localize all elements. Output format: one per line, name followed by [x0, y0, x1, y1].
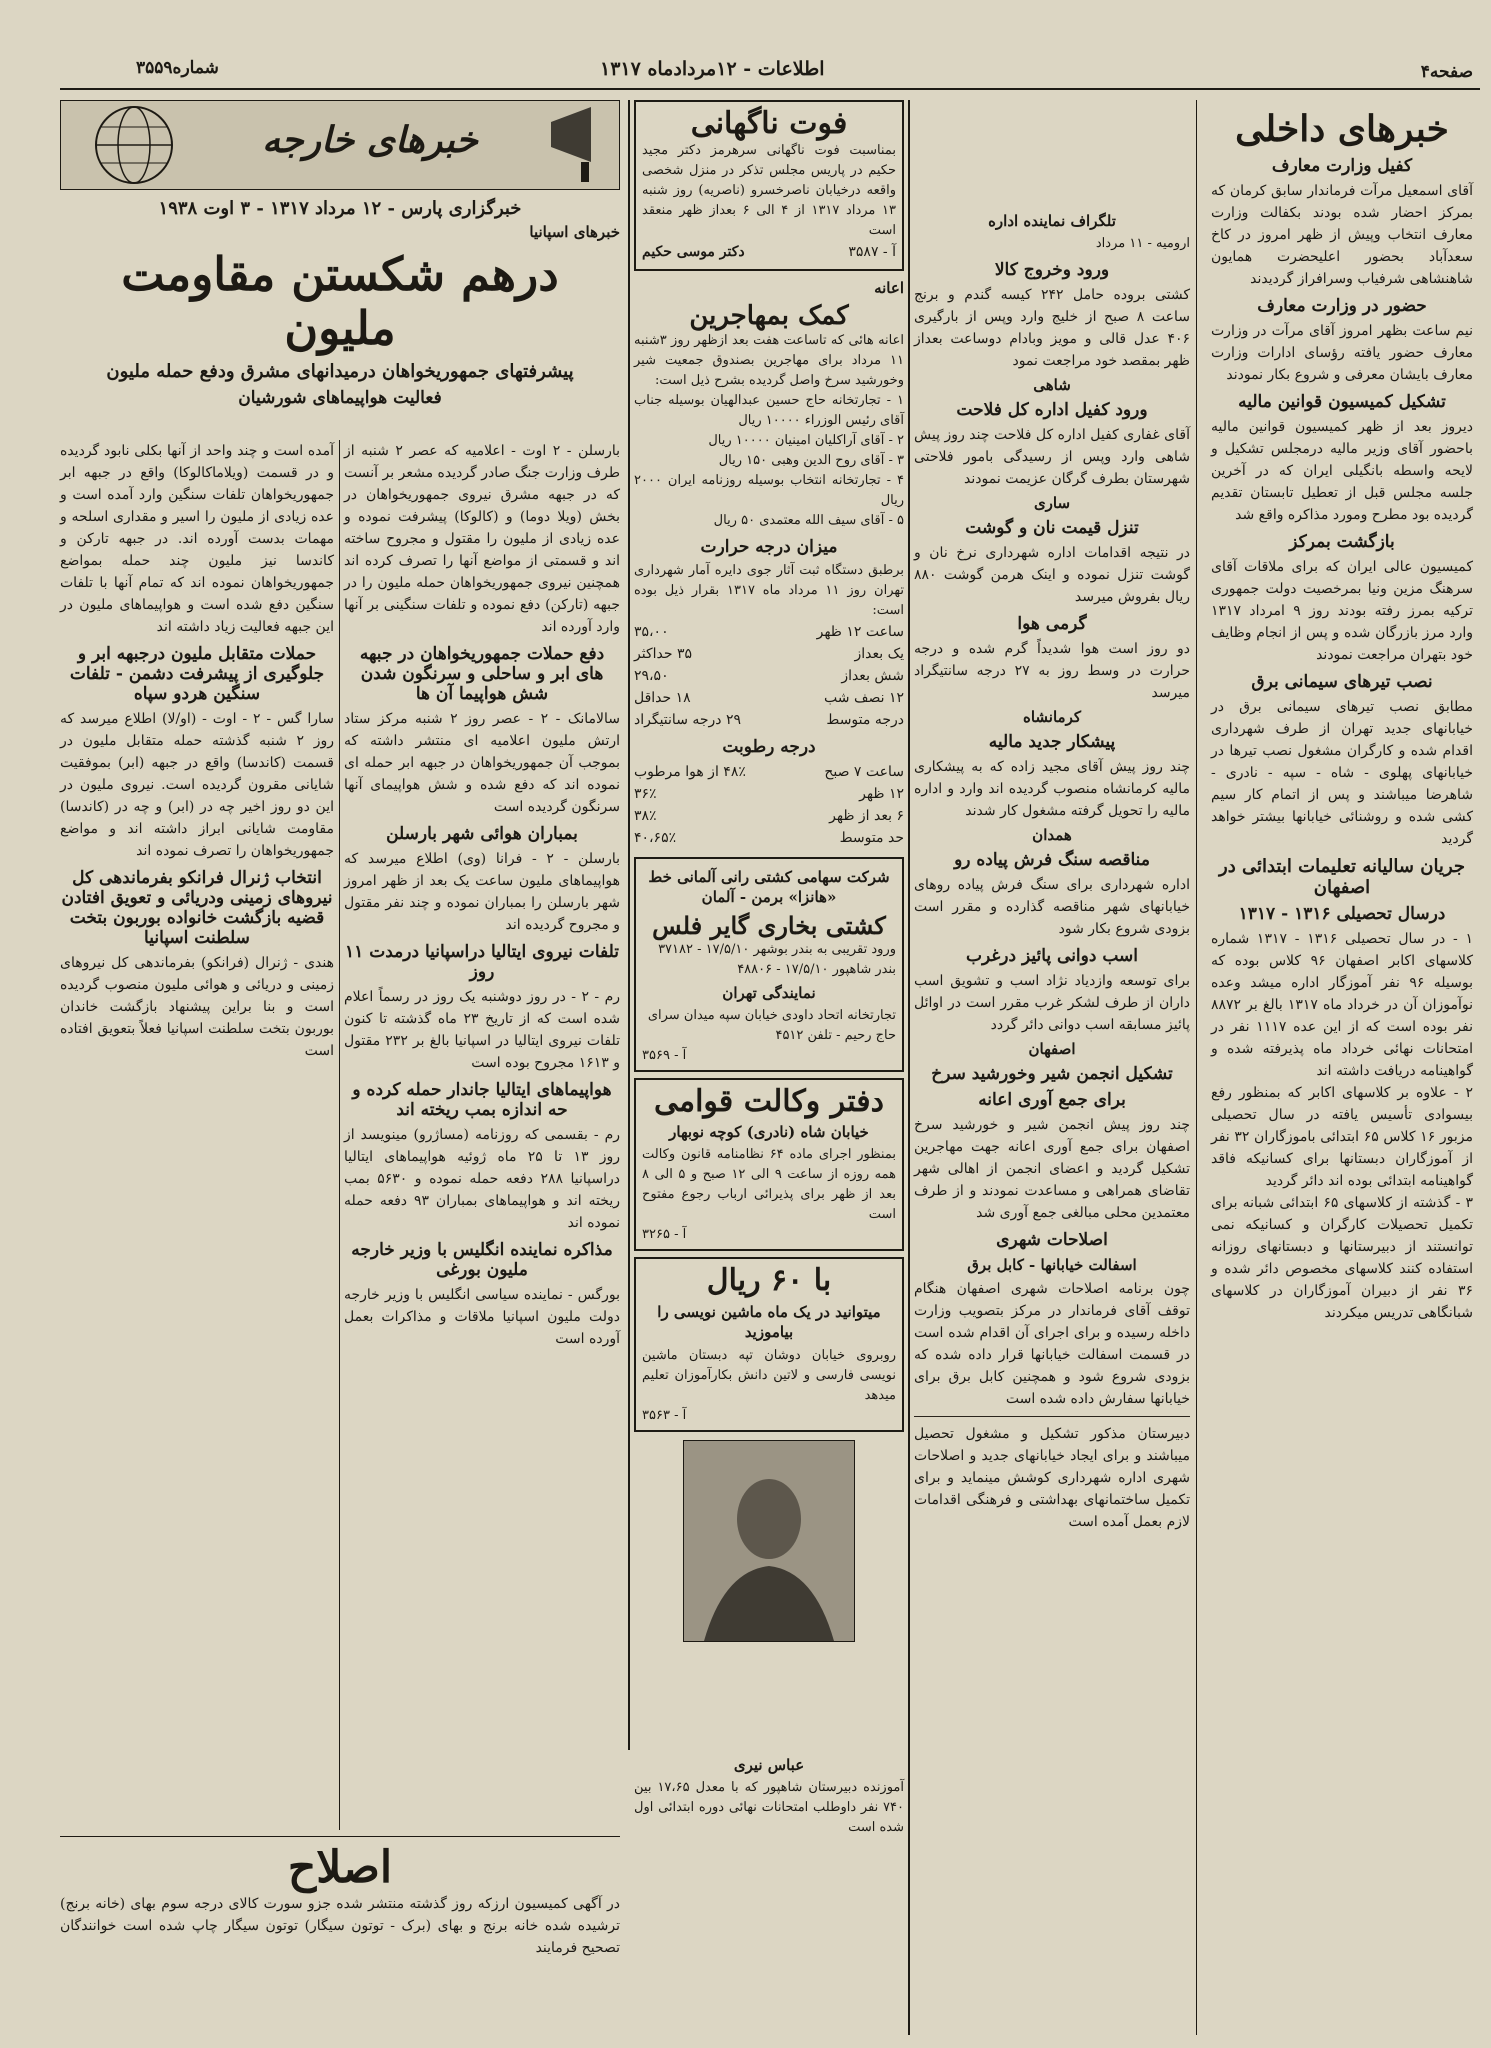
foreign-h7: هواپیماهای ایتالیا جاندار حمله کرده و حه اندازه بمب ریخته اند	[352, 1080, 612, 1120]
ship-agent-title: نمایندگی تهران	[722, 984, 816, 1002]
foreign-col-a: بارسلن - ۲ اوت - اعلامیه که عصر ۲ شنبه از طرف وزارت جنگ صادر گردیده مشعر بر آنست که در جبهه مشرق نیروی جمهوریخواهان در بخش (ویلا دوما) و (کالوکا) پیشرفت نموده و عده زیادی از ملیون را مقتول و مجروح ساخته اند و قسمتی از مواضع آنها را تصرف کرده اند همچنین نیروی جمهوریخواهان حمله ملیون را در جبهه (تارکن) دفع نموده و تلفات سنگینی بر آنها وارد آورده اند	[339, 443, 620, 635]
telegraph-s9-text: چون برنامه اصلاحات شهری اصفهان هنگام توقف آقای فرماندار در مرکز بتصویب وزارت داخله رسیده و برای اجرای آن اقدام شده است در قسمت اسفالت خیابانها قرار داده شده که بزودی شروع شود و همچنین کابل برق برای خیابانها سفارش داده شده است	[909, 1281, 1190, 1407]
ship-title: کشتی بخاری گایر فلس	[652, 911, 886, 940]
foreign-h7-text: رم - بقسمی که روزنامه (مساژرو) مینویسد از روز ۱۳ تا ۲۵ ماه ژوئیه هواپیماهای ایتالیا دراسپانیا ۲۸۸ دفعه حمله نموده و ۵۶۳۰ بمب ریخته اند و هواپیماهای بمباران ۹۳ دفعه حمله نموده اند	[339, 1127, 621, 1231]
photo-caption: عباس نیری	[733, 1756, 805, 1774]
foreign-masthead	[60, 100, 620, 190]
telegraph-s6-text: اداره شهرداری برای سنگ فرش پیاده روهای خیابانهای شهر مناقصه گذارده و مقرر است بزودی شروع بکار شود	[909, 877, 1190, 937]
ship-arrival: ورود تقریبی به بندر بوشهر ۱۷/۵/۱۰ - ۳۷۱۸۲	[658, 942, 896, 957]
donation-intro: اعانه هائی که تاساعت هفت بعد ازظهر روز ۳شنبه ۱۱ مرداد برای مهاجرین بصندوق جمعیت شیر وخورشید سرخ واصل گردیده بشرح ذیل است:	[629, 333, 904, 388]
column-rule-2	[908, 100, 910, 2035]
humidity-value: ۳۸٪	[634, 808, 657, 824]
law-title: دفتر وکالت قوامی	[654, 1084, 884, 1119]
domestic-s6-title: جریان سالیانه تعلیمات ابتدائی در اصفهان	[1219, 856, 1465, 898]
photo-caption-area	[629, 1752, 905, 1852]
telegraph-s8-subtitle: برای جمع آوری اعانه	[978, 1090, 1126, 1110]
foreign-h3: دفع حملات جمهوریخواهان در جبهه های ابر و ساحلی و سرنگون شدن شش هواپیما آن ها	[359, 644, 605, 704]
law-subtitle: خیابان شاه (نادری) کوچه نوبهار	[669, 1123, 869, 1141]
temperature-label: یک بعداز	[854, 646, 904, 662]
telegraph-s8-title: تشکیل انجمن شیر وخورشید سرخ	[931, 1064, 1173, 1084]
telegraph-s7-text: برای توسعه وازدیاد نژاد اسب و تشویق اسب داران از طرف لشکر غرب مقرر است در اوائل پائیز مسابقه اسب دوانی دائر گردد	[909, 973, 1190, 1033]
law-text: بمنظور اجرای ماده ۶۴ نظامنامه قانون وکالت همه روزه از ساعت ۹ الی ۱۲ صبح و ۵ الی ۸ بعد از ظهر برای پذیرائی ارباب رجوع مفتوح است	[637, 1147, 896, 1222]
foreign-h4-text: بارسلن - ۲ - فرانا (وی) اطلاع میرسد که هواپیماهای ملیون ساعت یک بعد از ظهر امروز شهر بارسلن را بمباران نموده و چند نفر مقتول و مجروح گردیده اند	[339, 851, 621, 933]
foreign-h6: تلفات نیروی ایتالیا دراسپانیا درمدت ۱۱ روز	[345, 942, 619, 982]
domestic-s4-text: کمیسیون عالی ایران که برای ملاقات آقای سرهنگ مزین ونیا بمرخصیت دولت جمهوری ترکیه بمرز رفته بودند روز ۹ امرداد ۱۳۱۷ وارد مرز بازرگان شده و پس از انجام وظایف خود بتهران مراجعت نمودند	[1206, 559, 1473, 663]
humidity-row	[634, 805, 904, 827]
domestic-s5-text: مطابق نصب تیرهای سیمانی برق در خیابانهای جدید تهران از طرف شهرداری اقدام شده و کارگران مشغول نصب تیرها در خیابانهای پهلوی - شاه - سپه - نادری - شاهرضا میباشند و پس از اتمام کار سیم کشی شده و روشنائی خیابانها بیشتر خواهد گردید	[1206, 699, 1473, 847]
domestic-masthead-text: خبرهای داخلی	[1235, 108, 1449, 150]
temperature-value: ۲۹،۵۰	[634, 668, 669, 684]
foreign-h5-text: هندی - ژنرال (فرانکو) بفرماندهی کل نیروهای زمینی و دریائی و هوائی ملیون منصوب گردیده است و بنا براین پیشنهاد بازگشت خاندان بوربون بتخت سلطنت اسپانیا فعلاً بتعویق افتاده است	[55, 955, 334, 1059]
death-title: فوت ناگهانی	[690, 106, 848, 141]
donation-title: کمک بمهاجرین	[689, 301, 849, 331]
donation-item: ۵ - آقای سیف الله معتمدی ۵۰ ریال	[713, 513, 904, 528]
donation-item: ۳ - آقای روح الدین وهبی ۱۵۰ ریال	[718, 453, 904, 468]
telegraph-s4-title: گرمی هوا	[1017, 614, 1087, 634]
telegraph-s3-title: تنزل قیمت نان و گوشت	[965, 518, 1139, 538]
temperature-row	[634, 709, 904, 731]
donation-item: ۱ - تجارتخانه حاج حسین عبدالهیان بوسیله جناب آقای رئیس الوزراء ۱۰۰۰۰ ریال	[629, 393, 904, 428]
typing-ad	[634, 1257, 904, 1432]
humidity-label: حد متوسط	[839, 830, 904, 846]
temperature-row	[634, 665, 904, 687]
typing-title: با ۶۰ ریال	[706, 1263, 832, 1298]
domestic-s1-title: کفیل وزارت معارف	[1271, 156, 1413, 176]
foreign-subhead-2: فعالیت هواپیماهای شورشیان	[238, 388, 442, 408]
donation-list	[629, 391, 904, 531]
temperature-row	[634, 621, 904, 643]
temperature-value: ۳۵ حداکثر	[634, 646, 693, 662]
telegraph-s1-title: ورود وخروج کالا	[994, 260, 1110, 280]
domestic-s2-title: حضور در وزارت معارف	[1257, 296, 1427, 316]
correction-notice	[55, 1842, 620, 2032]
newspaper-title-date: اطلاعات - ۱۲مردادماه ۱۳۱۷	[600, 58, 825, 80]
temperature-title: میزان درجه حرارت	[700, 537, 838, 557]
temperature-table	[634, 621, 904, 731]
temperature-row	[634, 643, 904, 665]
gramophone-icon	[541, 102, 611, 188]
telegraph-s5-title: پیشکار جدید مالیه	[988, 732, 1116, 752]
typing-subtitle: میتوانید در یک ماه ماشین نویسی را بیاموزید	[657, 1303, 881, 1341]
humidity-row	[634, 761, 904, 783]
ship-arrival-2: بندر شاهپور ۱۷/۵/۱۰ - ۴۸۸۰۶	[737, 962, 896, 977]
ship-ad	[634, 857, 904, 1072]
telegraph-s6-title: مناقصه سنگ فرش پیاده رو	[954, 850, 1150, 870]
domestic-s6-subtitle: درسال تحصیلی ۱۳۱۶ - ۱۳۱۷	[1238, 904, 1446, 924]
foreign-h3-text: سالامانک - ۲ - عصر روز ۲ شنبه مرکز ستاد ارتش ملیون اعلامیه ای منتشر داشته که بموجب آن جمهوریخواهان در جبهه ابر حمله ای نموده اند که دفع شده و شش هواپیمای آنها سرنگون گردیده است	[339, 711, 620, 815]
foreign-h2-text: سارا گس - ۲ - اوت - (او/لا) اطلاع میرسد که روز ۲ شنبه گذشته حمله متقابل ملیون در قسمت (کاندسا) واقع در جبهه (ابر) بموفقیت شایانی مقرون گردیده است. نیروی ملیون در این دو روز اخیر چه در (ابر) و چه در (کاندسا) مقاومت شایانی ابراز داشته اند و مواضع جمهوریخواهان را تصرف نموده اند	[55, 711, 335, 859]
humidity-label: ۱۲ ظهر	[859, 786, 904, 802]
globe-icon	[69, 102, 199, 188]
domestic-s2-text: نیم ساعت بظهر امروز آقای مرآت در وزارت معارف حضور یافته رؤسای ادارات وزارت معارف بایشان معرفی و شروع بکار نمودند	[1206, 323, 1473, 383]
header-rule	[60, 88, 1480, 90]
foreign-news-header	[60, 100, 620, 440]
foreign-agency: خبرگزاری پارس - ۱۲ مرداد ۱۳۱۷ - ۳ اوت ۱۹۳۸	[158, 198, 522, 219]
death-sign: دکتر موسی حکیم	[642, 244, 745, 260]
telegraph-s5-city: همدان	[1032, 826, 1072, 844]
student-portrait-image	[684, 1441, 854, 1641]
ship-ref: آ - ۳۵۶۹	[642, 1048, 687, 1063]
death-notice	[634, 100, 904, 271]
temperature-label: ساعت ۱۲ ظهر	[816, 624, 904, 640]
telegraph-s7-title: اسب دوانی پائیز درغرب	[965, 946, 1139, 966]
telegraph-s5-text: چند روز پیش آقای مجید زاده که به پیشکاری مالیه کرمانشاه منصوب گردیده اند وارد و اداره مالیه را تحویل گرفته مشغول کار شدند	[909, 759, 1190, 819]
announcements-column	[629, 100, 904, 1750]
telegraph-s7-city: اصفهان	[1028, 1040, 1076, 1058]
foreign-section: خبرهای اسپانیا	[529, 223, 620, 241]
foreign-column-rule	[339, 440, 340, 1830]
domestic-s6-text: ۱ - در سال تحصیلی ۱۳۱۶ - ۱۳۱۷ شماره کلاسهای اکابر اصفهان ۹۶ کلاس بوده که بوسیله ۹۶ نفر آموزگار اداره میشد وعده نوآموزان آن در خرداد ماه ۱۳۱۷ بالغ بر ۸۸۷۲ نفر بوده است که از این عده ۱۱۱۷ نفر در امتحانات نهائی خرداد ماه پذیرفته شده و گواهینامه دریافت داشته اند ۲ - علاوه بر کلاسهای اکابر که بمنظور رفع بیسوادی تأسیس یافته در سال تحصیلی مزبور ۱۶ کلاس ۶۵ ابتدائی باموزگاران ۳۲ نفر از آموزگاران دبستانها برای کسانیکه فاقد گواهینامه ابتدائی بوده اند دائر گردید ۳ - گذشته از کلاسهای ۶۵ ابتدائی شبانه برای تکمیل تحصیلات کارگران و کسانیکه نمی توانستند از دبیرستانها و دبستانهای روزانه استفاده کنند کلاسهای مخصوص دائر شده و ۳۶ نفر از دبیران آموزگاران در کلاسهای شبانگاهی تدریس میکردند	[1211, 931, 1474, 1321]
law-office-ad	[634, 1078, 904, 1251]
telegraph-s9-subtitle: اسفالت خیابانها - کابل برق	[967, 1256, 1137, 1274]
donation-item: ۴ - تجارتخانه انتخاب بوسیله روزنامه ایران ۲۰۰۰ ریال	[629, 473, 904, 508]
telegraph-s2-text: آقای غفاری کفیل اداره کل فلاحت چند روز پیش شاهی وارد وپس از رسیدگی بامور فلاحتی شهرستان بطرف گرگان عزیمت نمودند	[909, 427, 1190, 487]
telegraph-s4-city: کرمانشاه	[1022, 708, 1081, 726]
humidity-table	[634, 761, 904, 849]
temperature-intro: برطبق دستگاه ثبت آثار جوی دایره آمار شهرداری تهران روز ۱۱ مرداد ماه ۱۳۱۷ بقرار ذیل بوده است:	[629, 563, 904, 618]
domestic-news-column	[1206, 100, 1474, 2035]
domestic-masthead	[1211, 108, 1473, 150]
humidity-label: ساعت ۷ صبح	[824, 764, 904, 780]
donation-label: اعانه	[874, 279, 904, 297]
foreign-column-left	[55, 440, 335, 1830]
page-number: صفحه۴	[1420, 62, 1473, 82]
issue-number: شماره۳۵۵۹	[136, 58, 219, 78]
temperature-row	[634, 687, 904, 709]
telegraph-s2-city: ساری	[1033, 494, 1071, 512]
domestic-s5-title: نصب تیرهای سیمانی برق	[1251, 672, 1433, 692]
foreign-column-right	[339, 440, 621, 1830]
foreign-col-b: آمده است و چند واحد از آنها بکلی نابود گردیده و در قسمت (ویلاماکالوکا) واقع در جبهه ابر جمهوریخواهان تلفات سنگین وارد آمده است و عده زیادی از ملیون را اسیر و مقداری اسلحه و مهمات بدست آورده اند. در جبهه تارکن و کاندسا نیز ملیون چند حمله بمواضع جمهوریخواهان نموده اند که تمام آنها با تلفات سنگین دفع شده است و هواپیماهای ملیون در این جبهه فعالیت زیاد داشته اند	[55, 443, 334, 635]
telegraph-s10-text: دبیرستان مذکور تشکیل و مشغول تحصیل میباشند و برای ایجاد خیابانهای جدید و اصلاحات شهری اداره شهرداری کوشش مینماید و برای تکمیل ساختمانهای بهداشتی و فرهنگی اقدامات لازم بعمل آمده است	[909, 1426, 1190, 1530]
humidity-value: ۴۸٪ از هوا مرطوب	[634, 764, 746, 780]
foreign-h6-text: رم - ۲ - در روز دوشنبه یک روز در رسماً اعلام شده است که از تاریخ ۲۳ ماه گذشته تا کنون تلفات نیروی ایتالیا در اسپانیا بالغ بر ۲۳۲ مقتول و ۱۶۱۳ مجروح بوده است	[339, 989, 620, 1071]
temperature-label: ۱۲ نصف شب	[824, 690, 904, 706]
domestic-s3-title: تشکیل کمیسیون قوانین مالیه	[1238, 392, 1446, 412]
foreign-subhead: پیشرفتهای جمهوریخواهان درمیدانهای مشرق ودفع حمله ملیون	[106, 361, 574, 382]
temperature-value: ۳۵،۰۰	[634, 624, 669, 640]
correction-rule	[60, 1836, 620, 1837]
correction-title: اصلاح	[287, 1842, 393, 1893]
ship-company: شرکت سهامی کشتی رانی آلمانی خط «هانزا» برمن - آلمان	[648, 868, 890, 906]
telegraph-divider	[914, 1416, 1190, 1417]
humidity-value: ۳۶٪	[634, 786, 657, 802]
foreign-masthead-text: خبرهای خارجه	[262, 119, 478, 161]
telegraph-s3-text: در نتیجه اقدامات اداره شهرداری نرخ نان و گوشت تنزل نموده و اینک هرمن گوشت ۸۸۰ ریال بفروش میرسد	[909, 545, 1190, 605]
humidity-row	[634, 783, 904, 805]
telegraph-s1-text: کشتی بروده حامل ۲۴۲ کیسه گندم و برنج ساعت ۸ صبح از خلیج وارد وپس از بارگیری ۴۰۶ عدل قالی و مویز وبادام دوساعت بعداز ظهر بمقصد خود مراجعت نمود	[909, 287, 1191, 369]
telegraph-title: تلگراف نماینده اداره	[988, 212, 1116, 230]
foreign-h4: بمباران هوائی شهر بارسلن	[386, 824, 578, 844]
humidity-value: ۴۰،۶۵٪	[634, 830, 677, 846]
death-ref: آ - ۳۵۸۷	[848, 244, 896, 260]
foreign-h5: انتخاب ژنرال فرانکو بفرماندهی کل نیروهای زمینی ودریائی و تعویق افتادن قضیه بازگشت خانواده بوربون بتخت سلطنت اسپانیا	[61, 868, 333, 948]
law-ref: آ - ۳۲۶۵	[642, 1227, 687, 1242]
telegraph-s2-title: ورود کفیل اداره کل فلاحت	[956, 400, 1148, 420]
temperature-value: ۱۸ حداقل	[634, 690, 691, 706]
foreign-h8-text: بورگس - نماینده سیاسی انگلیس با وزیر خارجه دولت ملیون اسپانیا ملاقات و مذاکرات بعمل آورده است	[339, 1287, 620, 1347]
humidity-title: درجه رطوبت	[722, 737, 816, 757]
humidity-row	[634, 827, 904, 849]
correction-text: در آگهی کمیسیون ارزکه روز گذشته منتشر شده جزو سورت کالای درجه سوم بهای (خانه برنج) ترشیده شده خانه برنج و بهای (برک - توتون سیگار) توتون سیگار چاپ شده است خوانندگان تصحیح فرمایند	[55, 1896, 620, 1956]
student-photo-box	[683, 1440, 855, 1642]
telegraph-s1-city: شاهی	[1033, 376, 1071, 394]
temperature-label: درجه متوسط	[826, 712, 904, 728]
column-rule-1	[1196, 100, 1197, 2035]
telegraph-s9-title: اصلاحات شهری	[996, 1230, 1108, 1250]
foreign-h2: حملات متقابل ملیون درجبهه ابر و جلوگیری از پیشرفت دشمن - تلفات سنگین هردو سپاه	[69, 644, 325, 704]
typing-text: روبروی خیابان دوشان تپه دبستان ماشین نویسی فارسی و لاتین دانش بکارآموزان تعلیم میدهد	[637, 1348, 896, 1403]
death-footer	[642, 241, 896, 263]
domestic-s1-text: آقای اسمعیل مرآت فرماندار سابق کرمان که بمرکز احضار شده بودند بکفالت وزارت معارف انتخاب وپیش از ظهر امروز در کاخ سعدآباد بحضور اعلیحضرت همایون شاهنشاهی شرفیاب وسرافراز گردیدند	[1206, 183, 1473, 287]
foreign-headline: درهم شکستن مقاومت ملیون	[121, 247, 559, 355]
foreign-h8: مذاکره نماینده انگلیس با وزیر خارجه ملیون بورغی	[351, 1240, 613, 1280]
donation-item: ۲ - آقای آراکلیان امینیان ۱۰۰۰۰ ریال	[708, 433, 904, 448]
death-text: بمناسبت فوت ناگهانی سرهرمز دکتر مجید حکیم در پاریس مجلس تذکر در منزل شخصی واقعه درخیابان ناصرخسرو (ناصریه) روز شنبه ۱۳ مرداد ۱۳۱۷ از ۴ الی ۶ بعداز ظهر منعقد است	[637, 143, 896, 238]
typing-ref: آ - ۳۵۶۳	[642, 1408, 687, 1423]
telegraph-s4-text: دو روز است هوا شدیداً گرم شده و درجه حرارت در وسط روز به ۲۷ درجه سانتیگراد میرسد	[909, 641, 1190, 701]
ship-agent-text: تجارتخانه اتحاد داودی خیابان سپه میدان سرای حاج رحیم - تلفن ۴۵۱۲	[647, 1008, 896, 1043]
humidity-label: ۶ بعد از ظهر	[829, 808, 904, 824]
photo-text: آموزنده دبیرستان شاهپور که با معدل ۱۷،۶۵ بین ۷۴۰ نفر داوطلب امتحانات نهائی دوره ابتدائی اول شده است	[629, 1780, 905, 1835]
temperature-label: شش بعداز	[841, 668, 904, 684]
domestic-s4-title: بازگشت بمرکز	[1289, 532, 1395, 552]
telegraph-dateline: ارومیه - ۱۱ مرداد	[1095, 236, 1190, 251]
telegraph-column	[909, 206, 1191, 2036]
telegraph-s8-text: چند روز پیش انجمن شیر و خورشید سرخ اصفهان برای جمع آوری اعانه جهت مهاجرین تشکیل گردید و اعضای انجمن از اهالی شهر تقاضای همراهی و مساعدت نمودند و از طرف معتمدین محلی مبالغی جمع آوری شد	[909, 1117, 1190, 1221]
temperature-value: ۲۹ درجه سانتیگراد	[634, 712, 742, 728]
domestic-s3-text: دیروز بعد از ظهر کمیسیون قوانین مالیه باحضور آقای وزیر مالیه درمجلس تشکیل و لایحه واسطه بانگیلی ایران که در آخرین جلسه مجلس قبل از تعطیل تابستان تقدیم گردیده بود مطرح ومورد مذاکره واقع شد	[1206, 419, 1473, 523]
